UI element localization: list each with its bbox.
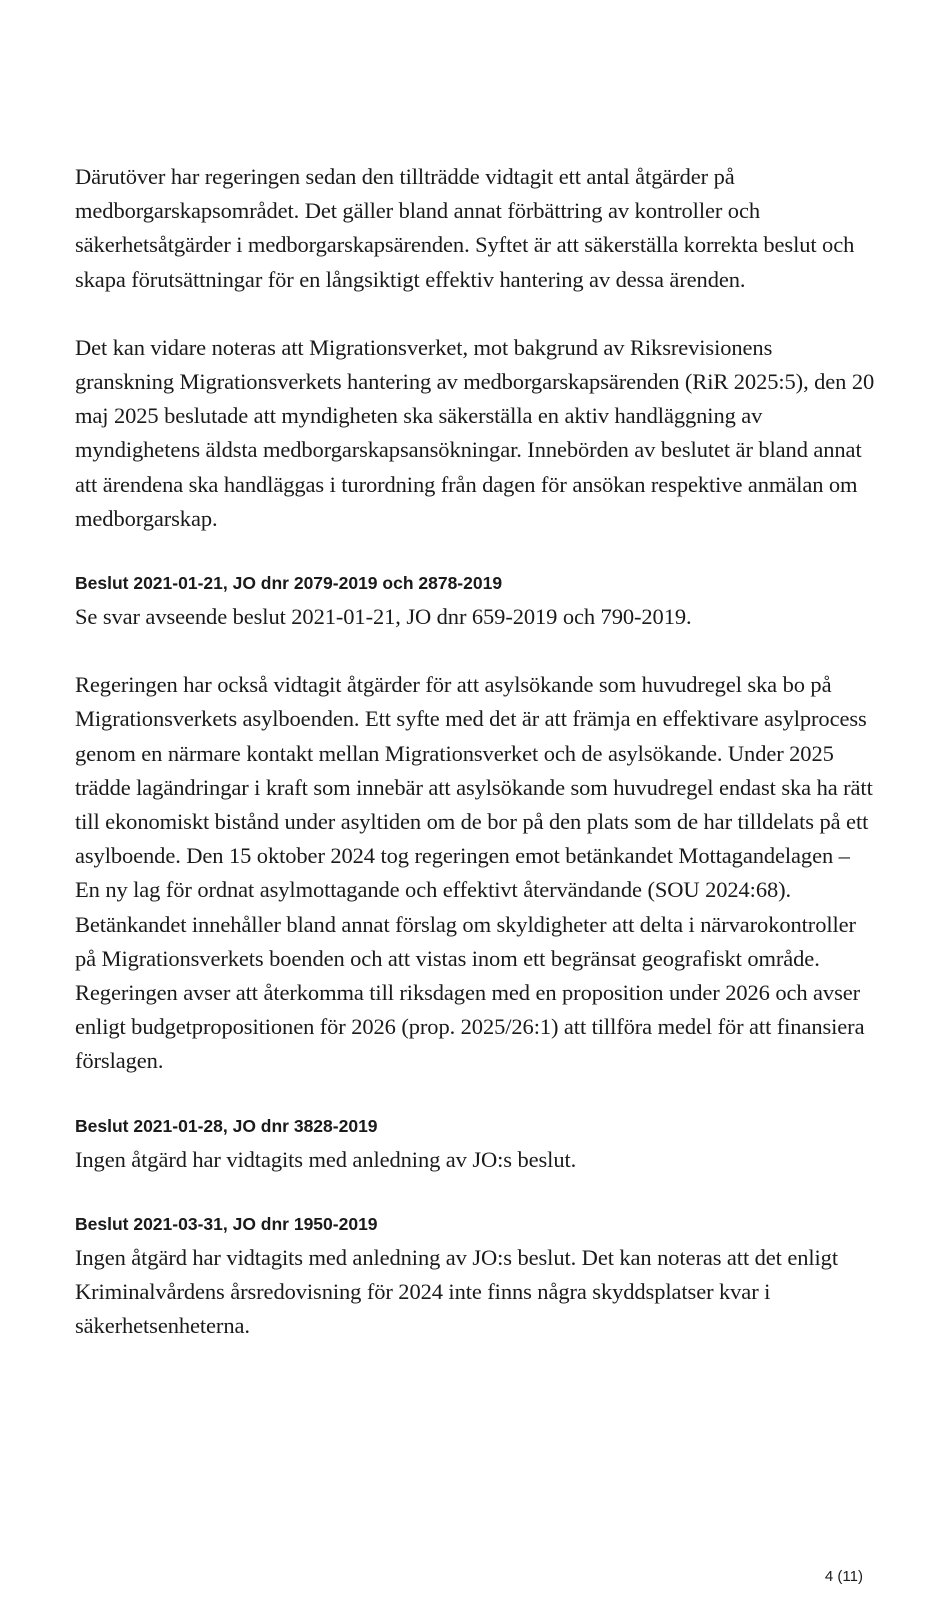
body-paragraph: Ingen åtgärd har vidtagits med anledning av JO:s beslut. Det kan noteras att det enligt Kriminalvårdens årsredovisning för 2024 inte finns några skyddsplatser kvar i säkerhetsenheterna.: [75, 1244, 838, 1339]
body-paragraph: Därutöver har regeringen sedan den tillträdde vidtagit ett antal åtgärder på medborgarskapsområdet. Det gäller bland annat förbättring av kontroller och säkerhetsåtgärder i medborgarskapsärenden. Syftet är att säkerställa korrekta beslut och skapa förutsättningar för en långsiktigt effektiv hantering av dessa ärenden.: [75, 164, 855, 292]
decision-section: [75, 570, 875, 1079]
section-heading: Beslut 2021-01-21, JO dnr 2079-2019 och 2878-2019: [75, 573, 503, 594]
body-paragraph: Regeringen har också vidtagit åtgärder för att asylsökande som huvudregel ska bo på Migrationsverkets asylboenden. Ett syfte med det är att främja en effektivare asylprocess genom en närmare kontakt mellan Migrationsverket och de asylsökande. Under 2025 trädde lagändringar i kraft som innebär att asylsökande som huvudregel endast ska ha rätt till ekonomiskt bistånd under asyltiden om de bor på den plats som de har tilldelats på ett asylboende. Den 15 oktober 2024 tog regeringen emot betänkandet Mottagandelagen – En ny lag för ordnat asylmottagande och effektivt återvändande (SOU 2024:68). Betänkandet innehåller bland annat förslag om skyldigheter att delta i närvarokontroller på Migrationsverkets boenden och att vistas inom ett begränsat geografiskt område. Regeringen avser att återkomma till riksdagen med en proposition under 2026 och avser enligt budgetpropositionen för 2026 (prop. 2025/26:1) att tillföra medel för att finansiera förslagen.: [75, 672, 873, 1074]
document-body: [75, 160, 875, 1343]
page-number: 4 (11): [824, 1568, 863, 1585]
section-heading: Beslut 2021-03-31, JO dnr 1950-2019: [75, 1213, 378, 1234]
decision-section: [75, 1211, 875, 1344]
section-heading: Beslut 2021-01-28, JO dnr 3828-2019: [75, 1115, 378, 1136]
body-paragraph: Ingen åtgärd har vidtagits med anledning av JO:s beslut.: [75, 1146, 577, 1172]
body-paragraph: Se svar avseende beslut 2021-01-21, JO dnr 659-2019 och 790-2019.: [75, 604, 692, 630]
decision-section: [75, 1113, 875, 1177]
body-paragraph: Det kan vidare noteras att Migrationsverket, mot bakgrund av Riksrevisionens granskning Migrationsverkets hantering av medborgarskapsärenden (RiR 2025:5), den 20 maj 2025 beslutade att myndigheten ska säkerställa en aktiv handläggning av myndighetens äldsta medborgarskapsansökningar. Innebörden av beslutet är bland annat att ärendena ska handläggas i turordning från dagen för ansökan respektive anmälan om medborgarskap.: [75, 334, 875, 531]
